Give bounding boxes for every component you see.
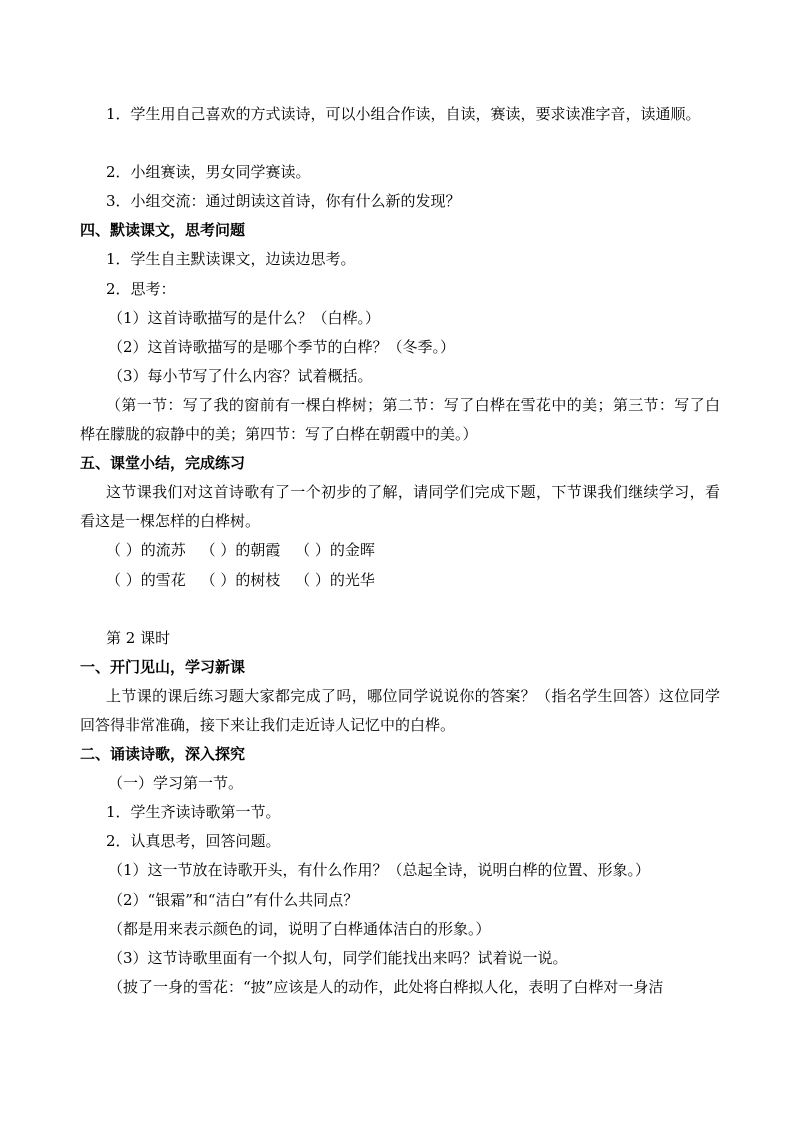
section4-answer: （第一节：写了我的窗前有一棵白桦树；第二节：写了白桦在雪花中的美；第三节：写了白桦在朦胧的寂静中的美；第四节：写了白桦在朝霞中的美。） bbox=[80, 395, 720, 444]
section4-heading: 四、默读课文，思考问题 bbox=[80, 221, 246, 240]
lesson2-section1-heading: 一、开门见山，学习新课 bbox=[80, 657, 246, 676]
lesson2-question-1: （1）这一节放在诗歌开头，有什么作用？（总起全诗，说明白桦的位置、形象。） bbox=[108, 861, 651, 880]
lesson-2-title: 第 2 课时 bbox=[106, 628, 171, 647]
exercise-blank: （ ）的树枝 bbox=[200, 570, 281, 589]
lesson2-part-1: （一）学习第一节。 bbox=[108, 774, 244, 793]
exercise-blank: （ ）的朝霞 bbox=[200, 541, 281, 560]
section5-paragraph: 这节课我们对这首诗歌有了一个初步的了解，请同学们完成下题，下节课我们继续学习，看看这是一棵怎样的白桦树。 bbox=[80, 483, 720, 531]
lesson2-section2-heading: 二、诵读诗歌，深入探究 bbox=[80, 745, 246, 764]
section4-question-1: （1）这首诗歌描写的是什么？（白桦。） bbox=[108, 308, 381, 327]
exercise-row-2 bbox=[80, 566, 720, 595]
lesson2-answer-3: （披了一身的雪花：“披”应该是人的动作，此处将白桦拟人化，表明了白桦对一身洁 bbox=[108, 977, 664, 996]
document-page bbox=[80, 100, 720, 1002]
section3-item-1: 1．学生用自己喜欢的方式读诗，可以小组合作读，自读，赛读，要求读准字音，读通顺。 bbox=[106, 105, 701, 123]
lesson2-answer-2: （都是用来表示颜色的词，说明了白桦通体洁白的形象。） bbox=[108, 919, 491, 938]
section4-item-2: 2．思考： bbox=[106, 279, 176, 298]
section3-item-2: 2．小组赛读，男女同学赛读。 bbox=[106, 163, 311, 182]
lesson2-question-3: （3）这节诗歌里面有一个拟人句，同学们能找出来吗？试着说一说。 bbox=[108, 948, 568, 967]
exercise-blank: （ ）的流苏 bbox=[106, 541, 186, 560]
section5-heading: 五、课堂小结，完成练习 bbox=[80, 454, 246, 473]
blank-line bbox=[80, 595, 720, 624]
lesson2-question-2: （2）“银霜”和“洁白”有什么共同点？ bbox=[108, 890, 359, 909]
lesson2-section1-paragraph: 上节课的课后练习题大家都完成了吗，哪位同学说说你的答案？（指名学生回答）这位同学回答得非常准确，接下来让我们走近诗人记忆中的白桦。 bbox=[80, 686, 720, 734]
exercise-blank: （ ）的光华 bbox=[295, 570, 375, 589]
section4-question-2: （2）这首诗歌描写的是哪个季节的白桦？（冬季。） bbox=[108, 337, 456, 356]
lesson2-item-2: 2．认真思考，回答问题。 bbox=[106, 832, 281, 851]
section4-question-3: （3）每小节写了什么内容？试着概括。 bbox=[108, 366, 373, 385]
lesson2-item-1: 1．学生齐读诗歌第一节。 bbox=[106, 803, 281, 822]
exercise-blank: （ ）的雪花 bbox=[106, 570, 186, 589]
exercise-blank: （ ）的金晖 bbox=[295, 541, 375, 560]
section4-item-1: 1．学生自主默读课文，边读边思考。 bbox=[106, 250, 356, 269]
section3-item-3: 3．小组交流：通过朗读这首诗，你有什么新的发现？ bbox=[106, 192, 461, 211]
exercise-row-1 bbox=[80, 536, 720, 565]
